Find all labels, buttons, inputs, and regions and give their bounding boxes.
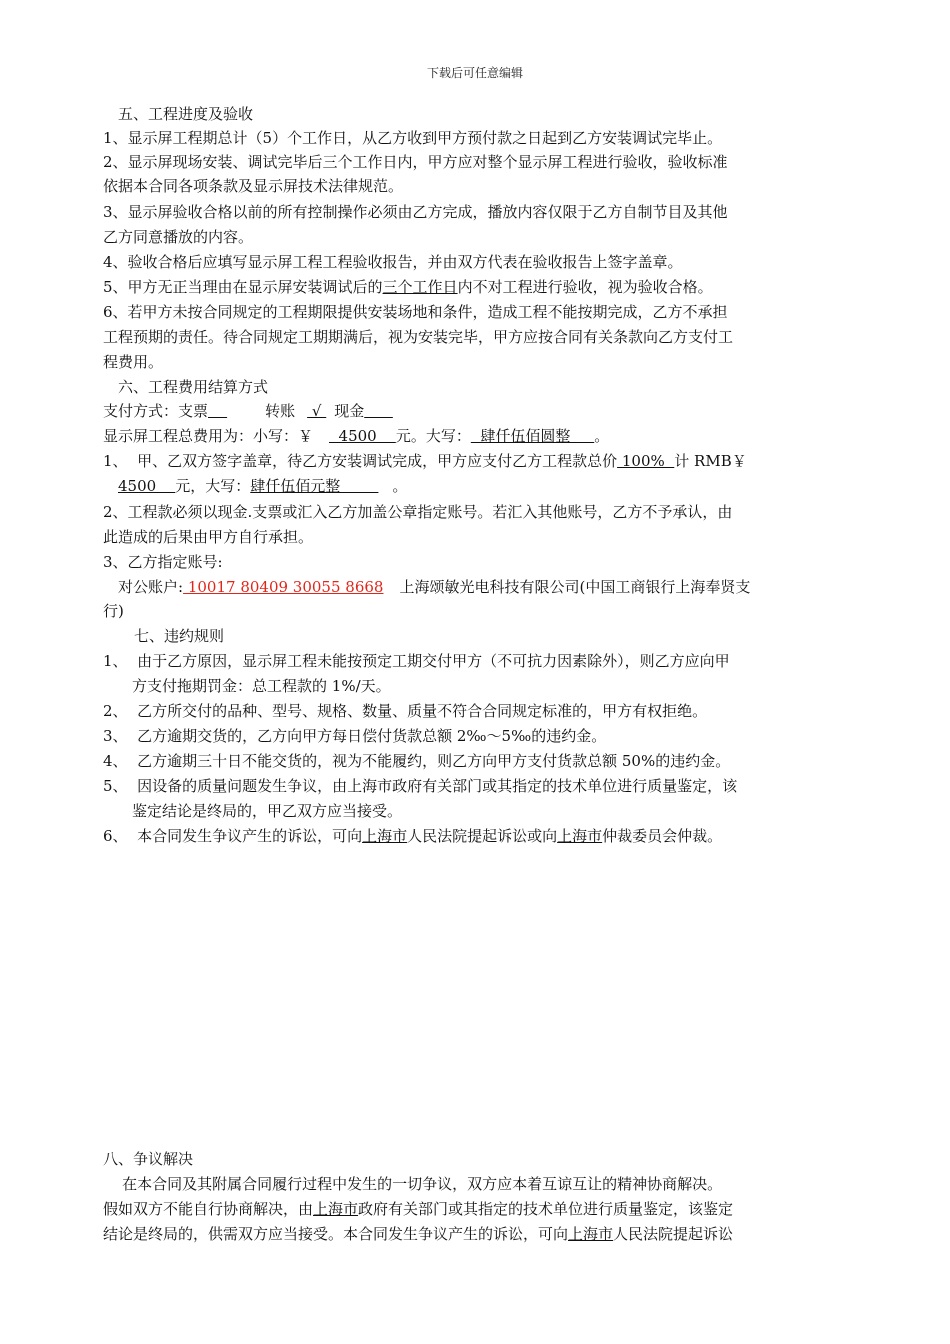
s6-item-1-amount-chinese: 肆仟伍佰元整 bbox=[250, 477, 379, 495]
s7-item-3: 3、 乙方逾期交货的，乙方向甲方每日偿付货款总额 2‰～5‰的违约金。 bbox=[103, 727, 607, 745]
s5-item-3-line-1: 3、显示屏验收合格以前的所有控制操作必须由乙方完成，播放内容仅限于乙方自制节目及其他 bbox=[103, 203, 728, 221]
s7-item-2: 2、 乙方所交付的品种、型号、规格、数量、质量不符合合同规定标准的，甲方有权拒绝。 bbox=[103, 702, 708, 720]
account-bank: 上海颂敏光电科技有限公司(中国工商银行上海奉贤支 bbox=[399, 578, 751, 596]
pay-cash-blank bbox=[364, 402, 393, 420]
s6-item-1-percent: 100% bbox=[617, 452, 675, 470]
pay-cash-label: 现金 bbox=[334, 402, 365, 420]
s8-paragraph-line-1: 在本合同及其附属合同履行过程中发生的一切争议，双方应本着互谅互让的精神协商解决。 bbox=[103, 1175, 723, 1193]
s8-line-3-city: 上海市 bbox=[568, 1225, 614, 1243]
s5-item-6-line-3: 程费用。 bbox=[103, 353, 164, 371]
total-amount-number: 4500 bbox=[329, 427, 396, 445]
s5-item-5-text-a: 5、甲方无正当理由在显示屏安装调试后的 bbox=[103, 278, 383, 296]
s5-item-5-text-b: 内不对工程进行验收，视为验收合格。 bbox=[457, 278, 713, 296]
section-5-title: 五、工程进度及验收 bbox=[118, 105, 254, 123]
page-header: 下载后可任意编辑 bbox=[426, 66, 523, 80]
s6-payment-method bbox=[103, 399, 808, 423]
section-6-title: 六、工程费用结算方式 bbox=[118, 378, 269, 396]
s8-paragraph-line-3 bbox=[103, 1222, 808, 1246]
s5-item-5 bbox=[103, 275, 808, 299]
s6-account-bank-cont: 行) bbox=[103, 602, 124, 620]
s5-item-2-line-1: 2、显示屏现场安装、调试完毕后三个工作日内，甲方应对整个显示屏工程进行验收，验收标准 bbox=[103, 153, 728, 171]
s7-item-6-arbitration-city: 上海市 bbox=[557, 827, 603, 845]
s5-item-6-line-2: 工程预期的责任。待合同规定工期期满后，视为安装完毕，甲方应按合同有关条款向乙方支付工 bbox=[103, 328, 734, 346]
s6-item-1-line-2 bbox=[118, 474, 823, 498]
s8-line-2-text-a: 假如双方不能自行协商解决，由 bbox=[103, 1200, 314, 1218]
s5-item-5-underline: 三个工作日 bbox=[382, 278, 458, 296]
s7-item-4: 4、 乙方逾期三十日不能交货的，视为不能履约，则乙方向甲方支付货款总额 50%的违约金。 bbox=[103, 752, 731, 770]
pay-label: 支付方式：支票 bbox=[103, 402, 209, 420]
account-label: 对公账户: bbox=[118, 578, 184, 596]
s5-item-4: 4、验收合格后应填写显示屏工程工程验收报告，并由双方代表在验收报告上签字盖章。 bbox=[103, 253, 683, 271]
s6-item-1-rmb: 计 RMB￥ bbox=[674, 452, 747, 470]
s8-paragraph-line-2 bbox=[103, 1197, 808, 1221]
s5-item-3-line-2: 乙方同意播放的内容。 bbox=[103, 228, 254, 246]
s6-item-2-line-2: 此造成的后果由甲方自行承担。 bbox=[103, 528, 314, 546]
total-label-b: 元。大写： bbox=[395, 427, 471, 445]
s5-item-2-line-2: 依据本合同各项条款及显示屏技术法律规范。 bbox=[103, 177, 404, 195]
s8-line-2-city: 上海市 bbox=[313, 1200, 359, 1218]
s6-item-2-line-1: 2、工程款必须以现金.支票或汇入乙方加盖公章指定账号。若汇入其他账号，乙方不予承认，由 bbox=[103, 503, 733, 521]
s7-item-6-court-city: 上海市 bbox=[362, 827, 408, 845]
section-8-title: 八、争议解决 bbox=[103, 1150, 194, 1168]
s6-item-3: 3、乙方指定账号: bbox=[103, 553, 223, 571]
s7-item-6-text-b: 人民法院提起诉讼或向 bbox=[407, 827, 558, 845]
s5-item-1: 1、显示屏工程期总计（5）个工作日，从乙方收到甲方预付款之日起到乙方安装调试完毕止。 bbox=[103, 129, 723, 147]
s7-item-1-line-1: 1、 由于乙方原因，显示屏工程未能按预定工期交付甲方（不可抗力因素除外），则乙方应向甲 bbox=[103, 652, 730, 670]
s7-item-1-line-2: 方支付拖期罚金：总工程款的 1%/天。 bbox=[132, 677, 391, 695]
s7-item-6 bbox=[103, 824, 808, 848]
s6-item-1-text-c: 元，大写： bbox=[175, 477, 251, 495]
total-amount-chinese: 肆仟伍佰圆整 bbox=[470, 427, 595, 445]
account-number: 10017 80409 30055 8668 bbox=[183, 578, 384, 596]
total-label: 显示屏工程总费用为：小写：￥ bbox=[103, 427, 314, 445]
s6-item-1-line-1 bbox=[103, 449, 808, 473]
pay-check-blank bbox=[208, 402, 227, 420]
s7-item-6-text-c: 仲裁委员会仲裁。 bbox=[602, 827, 723, 845]
s6-item-1-text: 1、 甲、乙双方签字盖章，待乙方安装调试完成，甲方应支付乙方工程款总价 bbox=[103, 452, 618, 470]
s6-account-line bbox=[118, 575, 808, 599]
s7-item-5-line-1: 5、 因设备的质量问题发生争议，由上海市政府有关部门或其指定的技术单位进行质量鉴定，该 bbox=[103, 777, 738, 795]
s7-item-6-text-a: 6、 本合同发生争议产生的诉讼，可向 bbox=[103, 827, 363, 845]
s8-line-3-text-b: 人民法院提起诉讼 bbox=[613, 1225, 734, 1243]
section-7-title: 七、违约规则 bbox=[134, 627, 225, 645]
s7-item-5-line-2: 鉴定结论是终局的，甲乙双方应当接受。 bbox=[132, 802, 403, 820]
pay-transfer-label: 转账 bbox=[265, 402, 296, 420]
pay-transfer-checkmark: √ bbox=[307, 402, 327, 420]
total-end: 。 bbox=[594, 427, 610, 445]
s8-line-3-text-a: 结论是终局的，供需双方应当接受。本合同发生争议产生的诉讼，可向 bbox=[103, 1225, 569, 1243]
s8-line-2-text-b: 政府有关部门或其指定的技术单位进行质量鉴定，该鉴定 bbox=[358, 1200, 734, 1218]
s5-item-6-line-1: 6、若甲方未按合同规定的工程期限提供安装场地和条件，造成工程不能按期完成，乙方不承担 bbox=[103, 303, 728, 321]
s6-item-1-amount: 4500 bbox=[118, 477, 176, 495]
s6-item-1-end: 。 bbox=[392, 477, 408, 495]
s6-total-cost bbox=[103, 424, 808, 448]
